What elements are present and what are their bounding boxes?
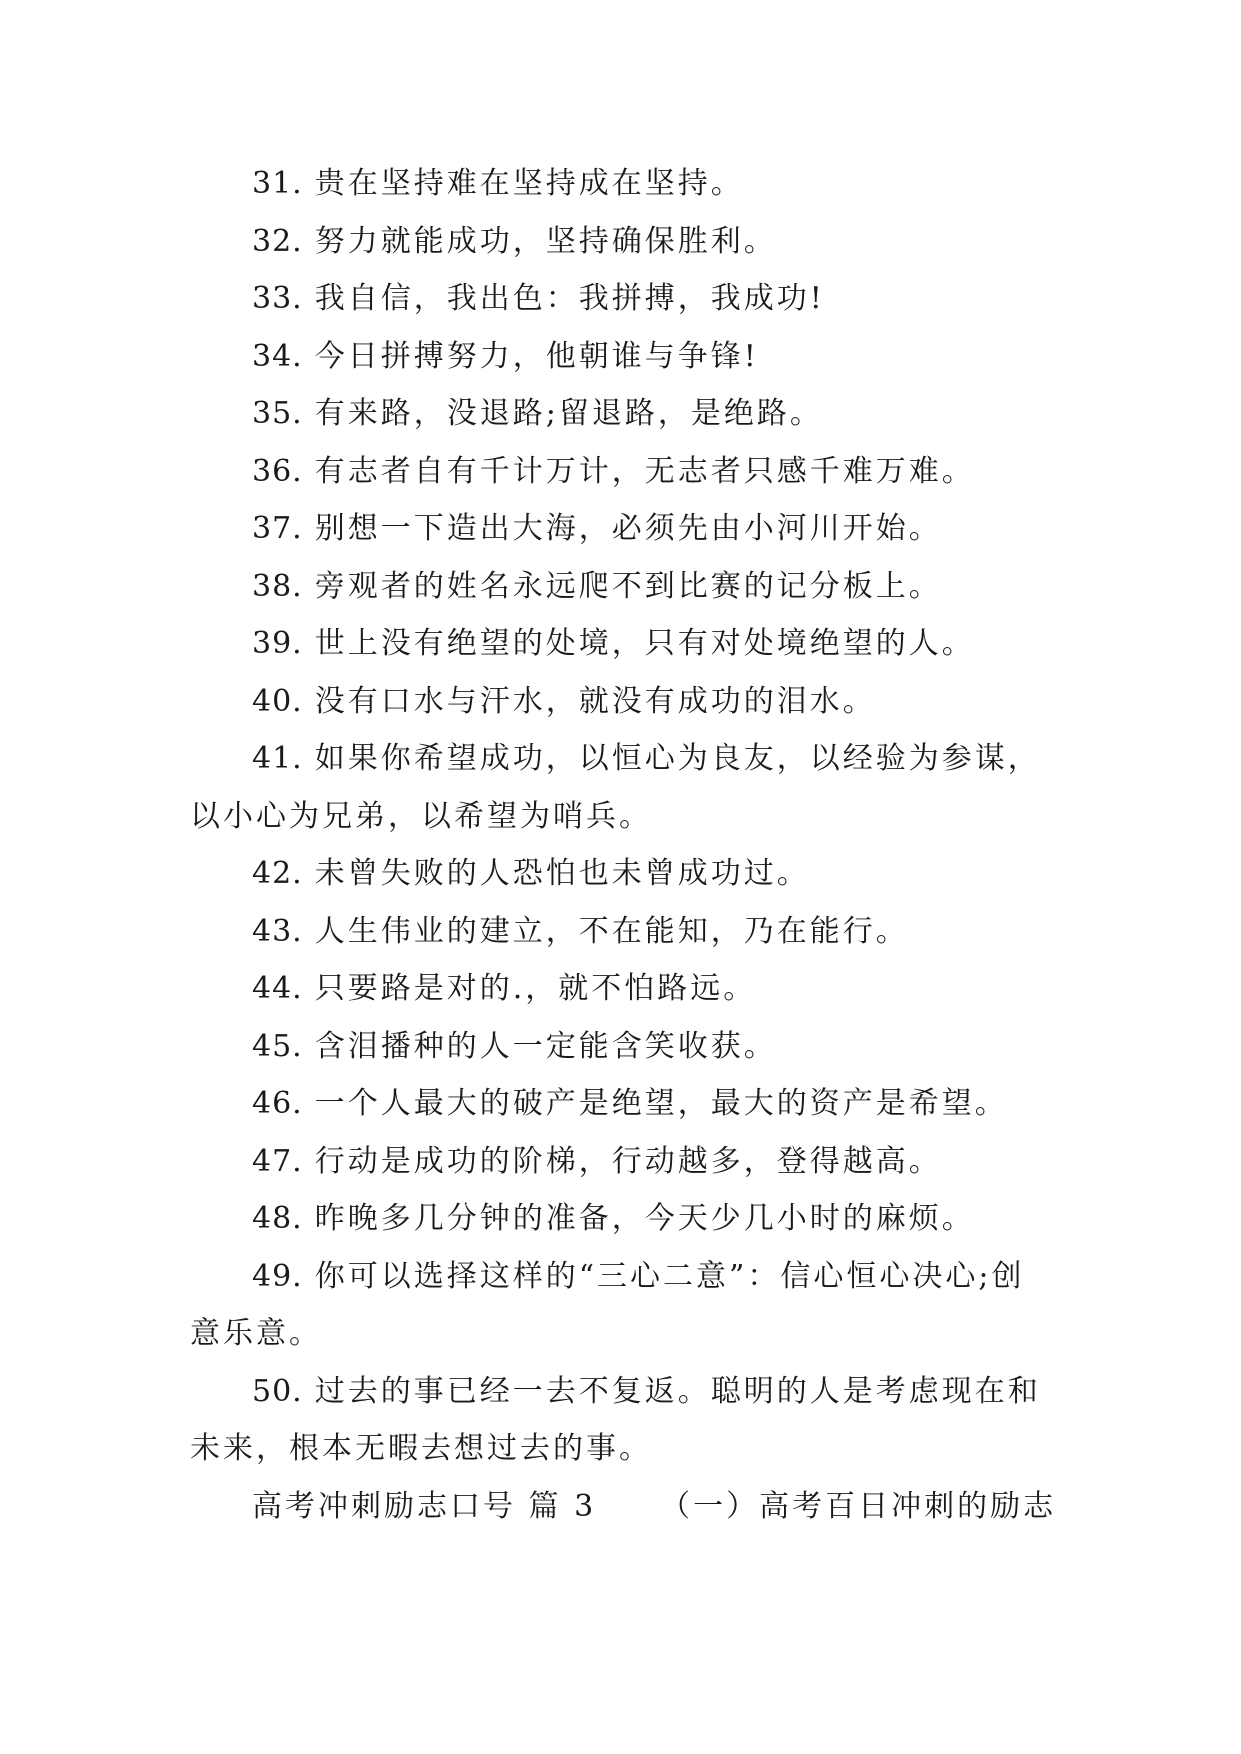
slogan-item <box>190 500 1060 558</box>
slogan-number: 39. <box>252 626 303 661</box>
slogan-text: 有志者自有千计万计，无志者只感千难万难。 <box>314 453 975 489</box>
slogan-item <box>190 1363 1060 1478</box>
slogan-item <box>190 213 1060 271</box>
slogan-text-continued: 未来，根本无暇去想过去的事。 <box>190 1431 652 1466</box>
slogan-text: 人生伟业的建立，不在能知，乃在能行。 <box>314 913 909 949</box>
slogan-number: 38. <box>252 568 303 604</box>
slogan-text: 没有口水与汗水，就没有成功的泪水。 <box>314 683 876 719</box>
slogan-number: 46. <box>252 1086 303 1121</box>
slogan-item <box>190 270 1060 328</box>
slogan-number: 45. <box>252 1028 303 1064</box>
slogan-number: 42. <box>252 856 303 891</box>
slogan-text: 行动是成功的阶梯，行动越多，登得越高。 <box>314 1143 942 1179</box>
slogan-text: 一个人最大的破产是绝望，最大的资产是希望。 <box>314 1086 1008 1121</box>
slogan-text: 如果你希望成功，以恒心为良友，以经验为参谋， <box>314 741 1041 776</box>
document-body <box>190 155 1060 1535</box>
slogan-number: 36. <box>252 453 303 489</box>
slogan-text: 你可以选择这样的“三心二意”：信心恒心决心;创 <box>314 1258 1025 1294</box>
slogan-number: 50. <box>252 1373 303 1409</box>
slogan-text-continued: 意乐意。 <box>190 1316 322 1351</box>
slogan-number: 37. <box>252 511 303 546</box>
slogan-item <box>190 960 1060 1018</box>
slogan-text: 今日拼搏努力，他朝谁与争锋! <box>314 338 759 374</box>
slogan-item <box>190 845 1060 903</box>
slogan-number: 41. <box>252 741 303 776</box>
slogan-text: 只要路是对的.，就不怕路远。 <box>314 971 757 1006</box>
slogan-list <box>190 155 1060 1478</box>
slogan-item <box>190 673 1060 731</box>
slogan-item <box>190 1248 1060 1363</box>
section-title: 高考冲刺励志口号 篇 3 <box>252 1488 597 1524</box>
slogan-number: 35. <box>252 396 303 431</box>
slogan-number: 43. <box>252 913 303 949</box>
slogan-item <box>190 1018 1060 1076</box>
slogan-item <box>190 385 1060 443</box>
slogan-number: 31. <box>252 166 303 201</box>
slogan-text: 旁观者的姓名永远爬不到比赛的记分板上。 <box>314 568 942 604</box>
slogan-number: 33. <box>252 281 303 316</box>
slogan-number: 34. <box>252 338 303 374</box>
slogan-text: 别想一下造出大海，必须先由小河川开始。 <box>314 511 942 546</box>
slogan-item <box>190 443 1060 501</box>
slogan-number: 48. <box>252 1201 303 1236</box>
slogan-text: 世上没有绝望的处境，只有对处境绝望的人。 <box>314 626 975 661</box>
slogan-text: 有来路，没退路;留退路，是绝路。 <box>314 396 823 431</box>
slogan-text: 过去的事已经一去不复返。聪明的人是考虑现在和 <box>314 1373 1041 1409</box>
slogan-text: 含泪播种的人一定能含笑收获。 <box>314 1028 777 1064</box>
slogan-number: 32. <box>252 223 303 259</box>
slogan-item <box>190 1075 1060 1133</box>
slogan-item <box>190 328 1060 386</box>
slogan-number: 44. <box>252 971 303 1006</box>
slogan-text: 贵在坚持难在坚持成在坚持。 <box>314 166 744 201</box>
slogan-item <box>190 615 1060 673</box>
slogan-text-continued: 以小心为兄弟，以希望为哨兵。 <box>190 798 652 834</box>
slogan-item <box>190 1190 1060 1248</box>
slogan-item <box>190 1133 1060 1191</box>
slogan-number: 47. <box>252 1143 303 1179</box>
slogan-text: 未曾失败的人恐怕也未曾成功过。 <box>314 856 810 891</box>
slogan-text: 努力就能成功，坚持确保胜利。 <box>314 223 777 259</box>
slogan-item <box>190 155 1060 213</box>
slogan-item <box>190 903 1060 961</box>
slogan-number: 40. <box>252 683 303 719</box>
slogan-item <box>190 730 1060 845</box>
slogan-text: 我自信，我出色：我拼搏，我成功! <box>314 281 825 316</box>
subsection-title: （一）高考百日冲刺的励志 <box>660 1488 1057 1524</box>
slogan-item <box>190 558 1060 616</box>
slogan-number: 49. <box>252 1258 303 1294</box>
slogan-text: 昨晚多几分钟的准备，今天少几小时的麻烦。 <box>314 1201 975 1236</box>
section-heading <box>190 1478 1060 1536</box>
